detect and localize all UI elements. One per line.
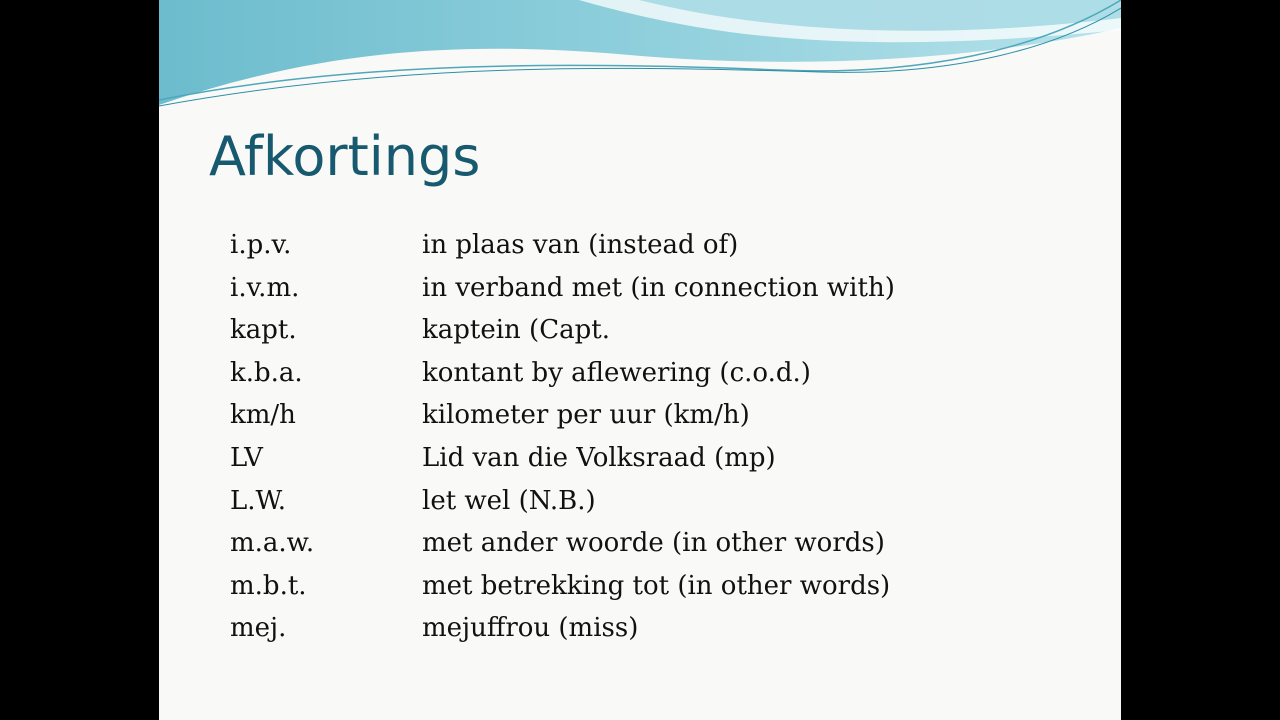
list-item <box>230 437 895 480</box>
slide-title: Afkortings <box>209 125 481 188</box>
abbreviation-meaning: kilometer per uur (km/h) <box>422 400 750 431</box>
abbreviation-term: mej. <box>230 613 287 644</box>
abbreviation-term: kapt. <box>230 315 297 346</box>
abbreviation-term: km/h <box>230 400 296 431</box>
abbreviation-term: i.v.m. <box>230 272 300 303</box>
list-item <box>230 607 895 650</box>
list-item <box>230 352 895 395</box>
abbreviation-term: LV <box>230 442 263 473</box>
list-item <box>230 267 895 310</box>
abbreviation-meaning: in plaas van (instead of) <box>422 230 739 260</box>
abbreviation-meaning: kontant by aflewering (c.o.d.) <box>422 357 811 388</box>
header-wave-decoration <box>159 0 1121 120</box>
list-item <box>230 522 895 565</box>
abbreviation-list <box>230 224 895 650</box>
abbreviation-term: i.p.v. <box>230 230 292 260</box>
abbreviation-meaning: met ander woorde (in other words) <box>422 528 885 559</box>
abbreviation-meaning: kaptein (Capt. <box>422 315 610 346</box>
abbreviation-meaning: mejuffrou (miss) <box>422 613 639 644</box>
abbreviation-meaning: let wel (N.B.) <box>422 485 596 516</box>
list-item <box>230 394 895 437</box>
abbreviation-term: m.b.t. <box>230 570 307 601</box>
list-item <box>230 480 895 523</box>
abbreviation-meaning: met betrekking tot (in other words) <box>422 570 891 601</box>
slide <box>159 0 1121 720</box>
list-item <box>230 224 895 267</box>
abbreviation-term: k.b.a. <box>230 357 303 388</box>
abbreviation-meaning: in verband met (in connection with) <box>422 272 895 303</box>
abbreviation-term: m.a.w. <box>230 528 315 559</box>
abbreviation-meaning: Lid van die Volksraad (mp) <box>422 442 776 473</box>
list-item <box>230 565 895 608</box>
abbreviation-term: L.W. <box>230 485 286 516</box>
list-item <box>230 309 895 352</box>
